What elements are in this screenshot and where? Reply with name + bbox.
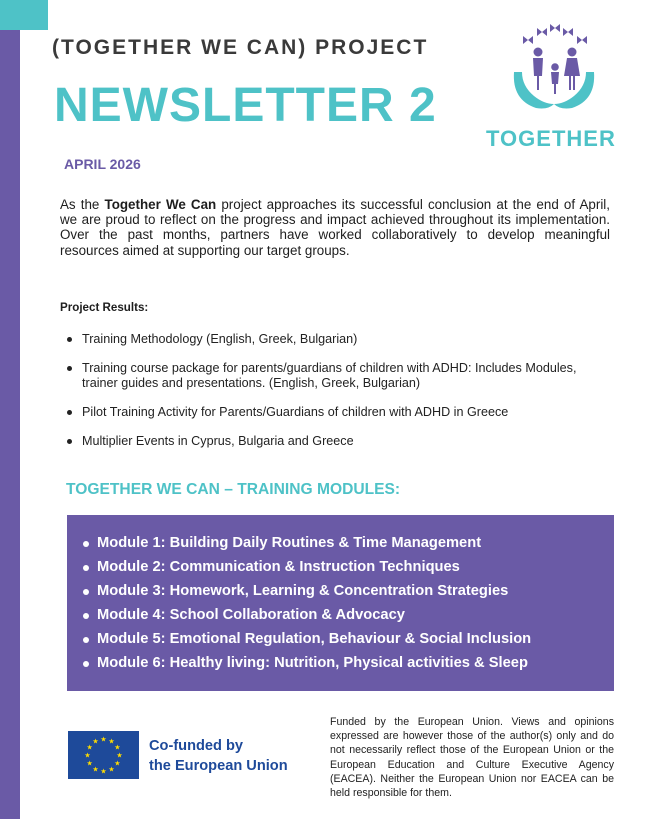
eu-stars-icon [68,731,139,779]
module-item [83,631,531,655]
intro-project-name: Together We Can [104,197,217,212]
module-text: Module 4: School Collaboration & Advocacy [97,607,405,623]
list-item [66,405,606,420]
disclaimer: Funded by the European Union. Views and opinions expressed are however those of the author(s) only and do not necessarily reflect those of the European Union or the European Education and Culture Executive Agency (EACEA). Neither the European Union nor EACEA can be held responsible for them. [330,716,614,800]
list-item [66,332,606,347]
family-hands-butterflies-icon [504,22,604,122]
modules-box [67,515,614,691]
eu-label-line1: Co-funded by [149,738,244,754]
newsletter-title: NEWSLETTER 2 [54,79,437,132]
bullet-icon [67,410,72,415]
svg-text:★: ★ [84,751,91,760]
modules-list [83,535,531,679]
svg-text:★: ★ [100,767,107,776]
intro-text-start: As the [60,197,105,212]
svg-text:★: ★ [92,737,99,746]
corner-accent [0,0,48,30]
module-item [83,607,531,631]
module-text: Module 6: Healthy living: Nutrition, Physical activities & Sleep [97,655,528,671]
eu-flag-icon [68,731,139,779]
module-item [83,655,531,679]
project-title: (TOGETHER WE CAN) PROJECT [52,36,429,59]
module-item [83,535,531,559]
result-text: Training Methodology (English, Greek, Bulgarian) [82,332,358,346]
intro-paragraph [60,197,610,258]
svg-text:★: ★ [86,759,93,768]
svg-text:★: ★ [108,765,115,774]
bullet-icon [67,337,72,342]
bullet-icon [67,439,72,444]
result-text: Training course package for parents/guardians of children with ADHD: Includes Modules, trainer guides and presentations. (English, Greek, Bulgarian) [82,360,577,390]
results-list [66,332,606,463]
bullet-icon [83,541,89,547]
bullet-icon [83,565,89,571]
svg-text:★: ★ [114,743,121,752]
module-text: Module 5: Emotional Regulation, Behaviour & Social Inclusion [97,631,532,647]
svg-text:★: ★ [114,759,121,768]
module-text: Module 1: Building Daily Routines & Time Management [97,535,482,551]
list-item [66,361,606,390]
left-accent-bar [0,0,20,819]
list-item [66,434,606,449]
result-text: Pilot Training Activity for Parents/Guardians of children with ADHD in Greece [82,404,509,419]
bullet-icon [83,613,89,619]
bullet-icon [83,661,89,667]
bullet-icon [67,366,72,371]
newsletter-date: APRIL 2026 [64,156,141,172]
module-item [83,559,531,583]
bullet-icon [83,637,89,643]
svg-text:★: ★ [116,751,123,760]
modules-heading: TOGETHER WE CAN – TRAINING MODULES: [66,481,401,498]
together-logo [484,22,624,152]
results-heading: Project Results: [60,301,149,314]
result-text: Multiplier Events in Cyprus, Bulgaria and Greece [82,433,354,448]
bullet-icon [83,589,89,595]
svg-text:★: ★ [108,737,115,746]
eu-cofunded-label [149,736,288,776]
module-text: Module 3: Homework, Learning & Concentration Strategies [97,583,509,599]
intro-text-rest: project approaches its successful conclusion at the end of April, we are proud to reflect on the progress and impact achieved throughout its implementation. Over the past months, partners have worked collaboratively to develop meaningful resources aimed at supporting our target groups. [60,197,610,258]
module-item [83,583,531,607]
eu-label-line2: the European Union [149,758,288,774]
svg-text:★: ★ [86,743,93,752]
svg-text:★: ★ [100,735,107,744]
svg-text:★: ★ [92,765,99,774]
module-text: Module 2: Communication & Instruction Techniques [97,559,460,575]
logo-text: TOGETHER [486,126,616,151]
